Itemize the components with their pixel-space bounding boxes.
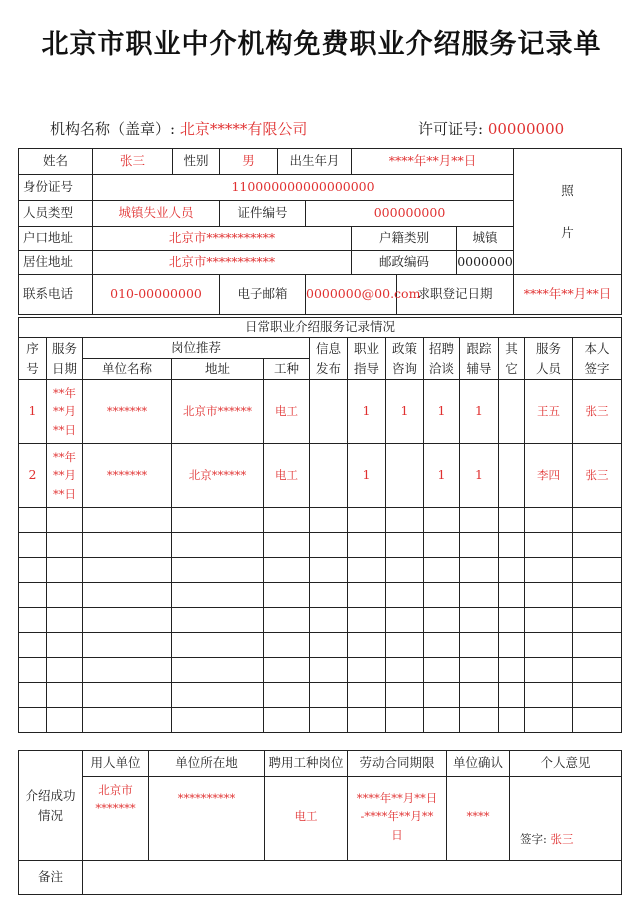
gender-value: 男 bbox=[220, 149, 278, 175]
email-value: 0000000@00.com bbox=[306, 275, 397, 315]
confirm-value: **** bbox=[447, 777, 510, 861]
col-info: 信息 发布 bbox=[310, 338, 348, 380]
photo-text-1: 照 bbox=[561, 182, 574, 198]
row-recruit: 1 bbox=[424, 444, 460, 508]
col-date: 服务 日期 bbox=[47, 338, 83, 380]
hukou-type-label: 户籍类别 bbox=[352, 227, 457, 251]
hukou-type-value: 城镇 bbox=[457, 227, 514, 251]
empty-row bbox=[19, 608, 622, 633]
phone-value: 010-00000000 bbox=[93, 275, 220, 315]
row-staff: 王五 bbox=[525, 380, 573, 444]
row-other bbox=[499, 380, 525, 444]
hukou-value: 北京市*********** bbox=[93, 227, 352, 251]
row-info bbox=[310, 380, 348, 444]
row-company: ******* bbox=[83, 380, 172, 444]
type-value: 城镇失业人员 bbox=[93, 201, 220, 227]
row-seq: 2 bbox=[19, 444, 47, 508]
id-value: 110000000000000000 bbox=[93, 175, 514, 201]
location-label: 单位所在地 bbox=[149, 751, 265, 777]
sign-label: 签字: bbox=[520, 832, 547, 847]
row-company: ******* bbox=[83, 444, 172, 508]
postcode-label: 邮政编码 bbox=[352, 251, 457, 275]
col-company: 单位名称 bbox=[83, 359, 172, 380]
table-row bbox=[19, 380, 622, 444]
success-table bbox=[18, 750, 622, 895]
col-sign: 本人 签字 bbox=[573, 338, 622, 380]
col-follow: 跟踪 辅导 bbox=[460, 338, 499, 380]
col-recruit: 招聘 洽谈 bbox=[424, 338, 460, 380]
empty-row bbox=[19, 658, 622, 683]
cert-label: 证件编号 bbox=[220, 201, 306, 227]
row-job: 电工 bbox=[264, 380, 310, 444]
org-label: 机构名称（盖章）: bbox=[50, 120, 176, 138]
row-sign: 张三 bbox=[573, 444, 622, 508]
col-policy: 政策 咨询 bbox=[386, 338, 424, 380]
photo-box bbox=[514, 149, 622, 275]
row-address: 北京市****** bbox=[172, 380, 264, 444]
col-job: 工种 bbox=[264, 359, 310, 380]
residence-label: 居住地址 bbox=[19, 251, 93, 275]
row-job: 电工 bbox=[264, 444, 310, 508]
email-label: 电子邮箱 bbox=[220, 275, 306, 315]
opinion-value bbox=[510, 777, 622, 861]
license-line bbox=[418, 118, 564, 139]
reg-date-value: ****年**月**日 bbox=[514, 275, 622, 315]
row-guide: 1 bbox=[348, 380, 386, 444]
section-title: 日常职业介绍服务记录情况 bbox=[19, 318, 622, 338]
sign-value: 张三 bbox=[550, 832, 574, 847]
postcode-value: 0000000 bbox=[457, 251, 514, 275]
org-value: 北京*****有限公司 bbox=[179, 120, 308, 138]
license-label: 许可证号: bbox=[418, 120, 484, 138]
row-info bbox=[310, 444, 348, 508]
remarks-label: 备注 bbox=[19, 861, 83, 895]
row-follow: 1 bbox=[460, 444, 499, 508]
position-label: 聘用工种岗位 bbox=[265, 751, 348, 777]
employer-label: 用人单位 bbox=[83, 751, 149, 777]
name-label: 姓名 bbox=[19, 149, 93, 175]
empty-row bbox=[19, 508, 622, 533]
col-other: 其 它 bbox=[499, 338, 525, 380]
empty-row bbox=[19, 583, 622, 608]
personal-info-table bbox=[18, 148, 622, 315]
row-sign: 张三 bbox=[573, 380, 622, 444]
page-title: 北京市职业中介机构免费职业介绍服务记录单 bbox=[41, 29, 602, 60]
row-policy: 1 bbox=[386, 380, 424, 444]
hukou-label: 户口地址 bbox=[19, 227, 93, 251]
position-value: 电工 bbox=[265, 777, 348, 861]
empty-row bbox=[19, 633, 622, 658]
empty-row bbox=[19, 708, 622, 733]
empty-row bbox=[19, 558, 622, 583]
col-guide: 职业 指导 bbox=[348, 338, 386, 380]
opinion-label: 个人意见 bbox=[510, 751, 622, 777]
row-date: **年 **月 **日 bbox=[47, 444, 83, 508]
row-follow: 1 bbox=[460, 380, 499, 444]
employer-value: 北京市 ******* bbox=[83, 777, 149, 861]
col-seq: 序 号 bbox=[19, 338, 47, 380]
type-label: 人员类型 bbox=[19, 201, 93, 227]
birth-value: ****年**月**日 bbox=[352, 149, 514, 175]
org-line bbox=[50, 118, 307, 139]
residence-value: 北京市*********** bbox=[93, 251, 352, 275]
row-other bbox=[499, 444, 525, 508]
location-value: ********** bbox=[149, 777, 265, 861]
empty-row bbox=[19, 683, 622, 708]
remarks-value bbox=[83, 861, 622, 895]
success-label: 介绍成功 情况 bbox=[19, 751, 83, 861]
row-guide: 1 bbox=[348, 444, 386, 508]
name-value: 张三 bbox=[93, 149, 173, 175]
col-post-group: 岗位推荐 bbox=[83, 338, 310, 359]
reg-date-label: 求职登记日期 bbox=[397, 275, 514, 315]
row-recruit: 1 bbox=[424, 380, 460, 444]
contract-label: 劳动合同期限 bbox=[348, 751, 447, 777]
row-address: 北京****** bbox=[172, 444, 264, 508]
table-row bbox=[19, 444, 622, 508]
row-policy bbox=[386, 444, 424, 508]
phone-label: 联系电话 bbox=[19, 275, 93, 315]
service-records-table bbox=[18, 317, 622, 733]
col-address: 地址 bbox=[172, 359, 264, 380]
contract-value: ****年**月**日 -****年**月** 日 bbox=[348, 777, 447, 861]
gender-label: 性别 bbox=[173, 149, 220, 175]
row-seq: 1 bbox=[19, 380, 47, 444]
row-staff: 李四 bbox=[525, 444, 573, 508]
photo-text-2: 片 bbox=[561, 224, 574, 240]
id-label: 身份证号 bbox=[19, 175, 93, 201]
cert-value: 000000000 bbox=[306, 201, 514, 227]
license-value: 00000000 bbox=[487, 120, 565, 138]
birth-label: 出生年月 bbox=[278, 149, 352, 175]
confirm-label: 单位确认 bbox=[447, 751, 510, 777]
row-date: **年 **月 **日 bbox=[47, 380, 83, 444]
empty-row bbox=[19, 533, 622, 558]
col-staff: 服务 人员 bbox=[525, 338, 573, 380]
